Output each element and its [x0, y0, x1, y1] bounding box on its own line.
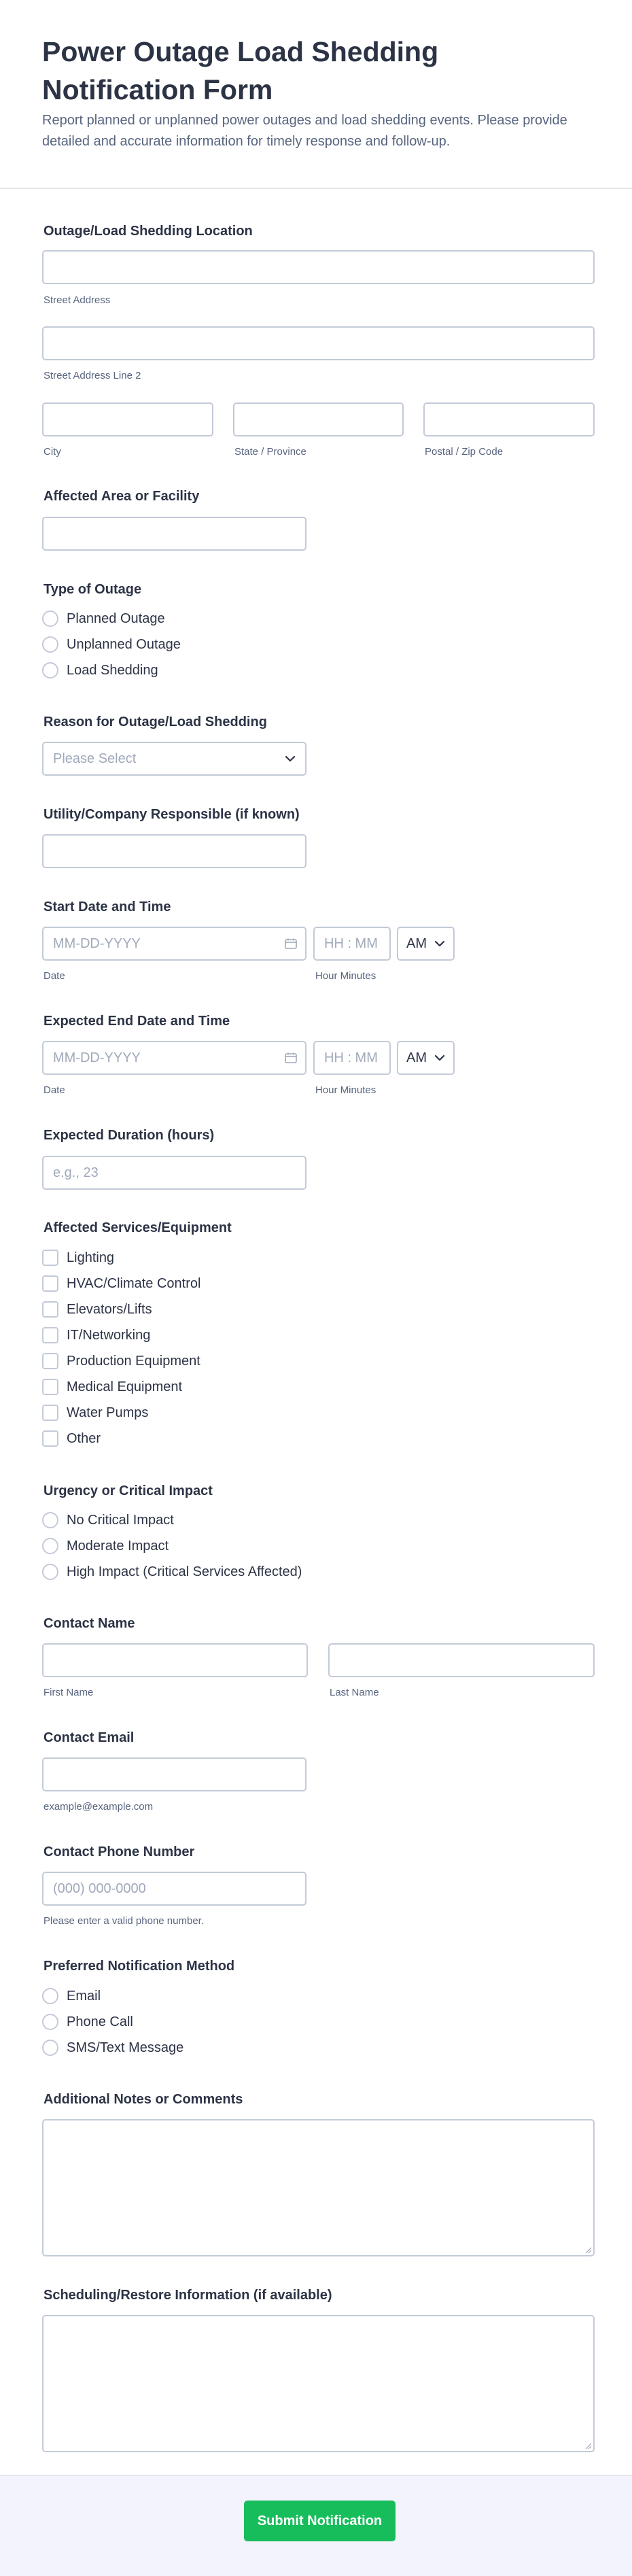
option-label: Production Equipment — [67, 1353, 200, 1369]
end-date-sublabel: Date — [43, 1084, 65, 1096]
services-option[interactable] — [42, 1377, 182, 1397]
start-ampm-value: AM — [406, 935, 427, 951]
start-ampm-select[interactable] — [397, 927, 455, 961]
street-address-input[interactable] — [42, 250, 595, 284]
checkbox[interactable] — [42, 1275, 58, 1292]
last-name-sublabel: Last Name — [330, 1687, 379, 1698]
notification-method-option[interactable] — [42, 1986, 101, 2006]
urgency-option[interactable] — [42, 1510, 174, 1530]
end-date-input[interactable] — [42, 1041, 306, 1075]
calendar-icon[interactable] — [285, 938, 297, 949]
radio-button[interactable] — [42, 1512, 58, 1528]
urgency-label: Urgency or Critical Impact — [43, 1483, 213, 1498]
radio-button[interactable] — [42, 611, 58, 627]
option-label: Email — [67, 1988, 101, 2004]
outage-type-option[interactable] — [42, 660, 158, 681]
state-input[interactable] — [233, 402, 404, 436]
radio-button[interactable] — [42, 636, 58, 653]
services-label: Affected Services/Equipment — [43, 1220, 232, 1235]
notes-label: Additional Notes or Comments — [43, 2092, 243, 2107]
option-label: Load Shedding — [67, 662, 158, 678]
services-option[interactable] — [42, 1273, 200, 1294]
checkbox[interactable] — [42, 1430, 58, 1447]
phone-input[interactable] — [42, 1872, 306, 1906]
services-option[interactable] — [42, 1248, 114, 1268]
notes-textarea[interactable] — [42, 2119, 595, 2256]
affected-area-label: Affected Area or Facility — [43, 489, 200, 504]
option-label: Other — [67, 1430, 101, 1446]
reason-label: Reason for Outage/Load Shedding — [43, 715, 267, 729]
street-address-line2-sublabel: Street Address Line 2 — [43, 370, 141, 381]
email-sublabel: example@example.com — [43, 1801, 154, 1813]
checkbox[interactable] — [42, 1353, 58, 1369]
location-label: Outage/Load Shedding Location — [43, 224, 253, 239]
reason-select[interactable] — [42, 742, 306, 776]
radio-button[interactable] — [42, 1538, 58, 1554]
reason-select-placeholder: Please Select — [53, 751, 137, 766]
notes-field[interactable] — [42, 2119, 595, 2256]
start-time-input[interactable] — [313, 927, 391, 961]
option-label: Lighting — [67, 1250, 115, 1265]
postal-code-input[interactable] — [423, 402, 595, 436]
affected-area-input[interactable] — [42, 517, 306, 551]
state-sublabel: State / Province — [234, 446, 306, 458]
radio-button[interactable] — [42, 1988, 58, 2004]
checkbox[interactable] — [42, 1379, 58, 1395]
option-label: HVAC/Climate Control — [67, 1275, 201, 1291]
option-label: Unplanned Outage — [67, 636, 181, 652]
notification-method-label: Preferred Notification Method — [43, 1959, 235, 1974]
first-name-sublabel: First Name — [43, 1687, 94, 1698]
start-date-input[interactable] — [42, 927, 306, 961]
option-label: High Impact (Critical Services Affected) — [67, 1564, 302, 1579]
checkbox[interactable] — [42, 1301, 58, 1318]
radio-button[interactable] — [42, 662, 58, 679]
street-address-line2-input[interactable] — [42, 326, 595, 360]
end-time-input[interactable] — [313, 1041, 391, 1075]
city-sublabel: City — [43, 446, 61, 458]
utility-label: Utility/Company Responsible (if known) — [43, 807, 300, 822]
notification-method-option[interactable] — [42, 2038, 183, 2058]
restore-info-textarea[interactable] — [42, 2315, 595, 2452]
last-name-input[interactable] — [328, 1643, 595, 1677]
services-option[interactable] — [42, 1325, 150, 1345]
option-label: Elevators/Lifts — [67, 1301, 152, 1317]
end-ampm-select[interactable] — [397, 1041, 455, 1075]
option-label: SMS/Text Message — [67, 2040, 184, 2055]
outage-type-option[interactable] — [42, 634, 181, 655]
start-datetime-label: Start Date and Time — [43, 899, 171, 914]
email-input[interactable] — [42, 1757, 306, 1791]
resize-handle-icon[interactable] — [584, 2441, 592, 2450]
restore-info-field[interactable] — [42, 2315, 595, 2452]
chevron-down-icon — [434, 1054, 445, 1061]
street-address-sublabel: Street Address — [43, 294, 111, 306]
city-input[interactable] — [42, 402, 213, 436]
header-divider — [0, 188, 632, 189]
notification-method-option[interactable] — [42, 2012, 133, 2032]
option-label: Water Pumps — [67, 1405, 149, 1420]
checkbox[interactable] — [42, 1405, 58, 1421]
postal-code-sublabel: Postal / Zip Code — [425, 446, 504, 458]
restore-info-label: Scheduling/Restore Information (if available) — [43, 2288, 332, 2303]
radio-button[interactable] — [42, 2040, 58, 2056]
option-label: Moderate Impact — [67, 1538, 169, 1553]
calendar-icon[interactable] — [285, 1052, 297, 1063]
services-option[interactable] — [42, 1428, 101, 1449]
services-option[interactable] — [42, 1299, 152, 1320]
utility-input[interactable] — [42, 834, 306, 868]
checkbox[interactable] — [42, 1327, 58, 1343]
phone-sublabel: Please enter a valid phone number. — [43, 1915, 204, 1927]
contact-phone-label: Contact Phone Number — [43, 1844, 195, 1859]
end-ampm-value: AM — [406, 1050, 427, 1065]
services-option[interactable] — [42, 1351, 200, 1371]
checkbox[interactable] — [42, 1250, 58, 1266]
contact-name-label: Contact Name — [43, 1616, 135, 1631]
services-option[interactable] — [42, 1403, 148, 1423]
submit-button[interactable]: Submit Notification — [244, 2501, 396, 2541]
duration-input[interactable] — [42, 1156, 306, 1190]
form-subtitle: Report planned or unplanned power outages and load shedding events. Please provide detailed and accurate information for timely response and follow-up. — [42, 113, 567, 149]
option-label: IT/Networking — [67, 1327, 151, 1343]
option-label: Medical Equipment — [67, 1379, 183, 1394]
option-label: Phone Call — [67, 2014, 133, 2029]
duration-label: Expected Duration (hours) — [43, 1128, 215, 1143]
urgency-option[interactable] — [42, 1562, 302, 1582]
chevron-down-icon — [285, 755, 296, 762]
contact-email-label: Contact Email — [43, 1730, 135, 1745]
first-name-input[interactable] — [42, 1643, 308, 1677]
end-date-field[interactable] — [42, 1041, 306, 1075]
radio-button[interactable] — [42, 1564, 58, 1580]
start-date-sublabel: Date — [43, 970, 65, 982]
end-time-sublabel: Hour Minutes — [315, 1084, 376, 1096]
option-label: Planned Outage — [67, 611, 165, 626]
form-title: Power Outage Load Shedding Notification Form — [42, 36, 439, 105]
start-time-sublabel: Hour Minutes — [315, 970, 376, 982]
urgency-option[interactable] — [42, 1536, 169, 1556]
outage-type-label: Type of Outage — [43, 582, 142, 597]
radio-button[interactable] — [42, 2014, 58, 2030]
outage-type-option[interactable] — [42, 608, 165, 629]
chevron-down-icon — [434, 940, 445, 947]
end-datetime-label: Expected End Date and Time — [43, 1014, 230, 1029]
start-date-field[interactable] — [42, 927, 306, 961]
option-label: No Critical Impact — [67, 1512, 174, 1528]
resize-handle-icon[interactable] — [584, 2246, 592, 2254]
